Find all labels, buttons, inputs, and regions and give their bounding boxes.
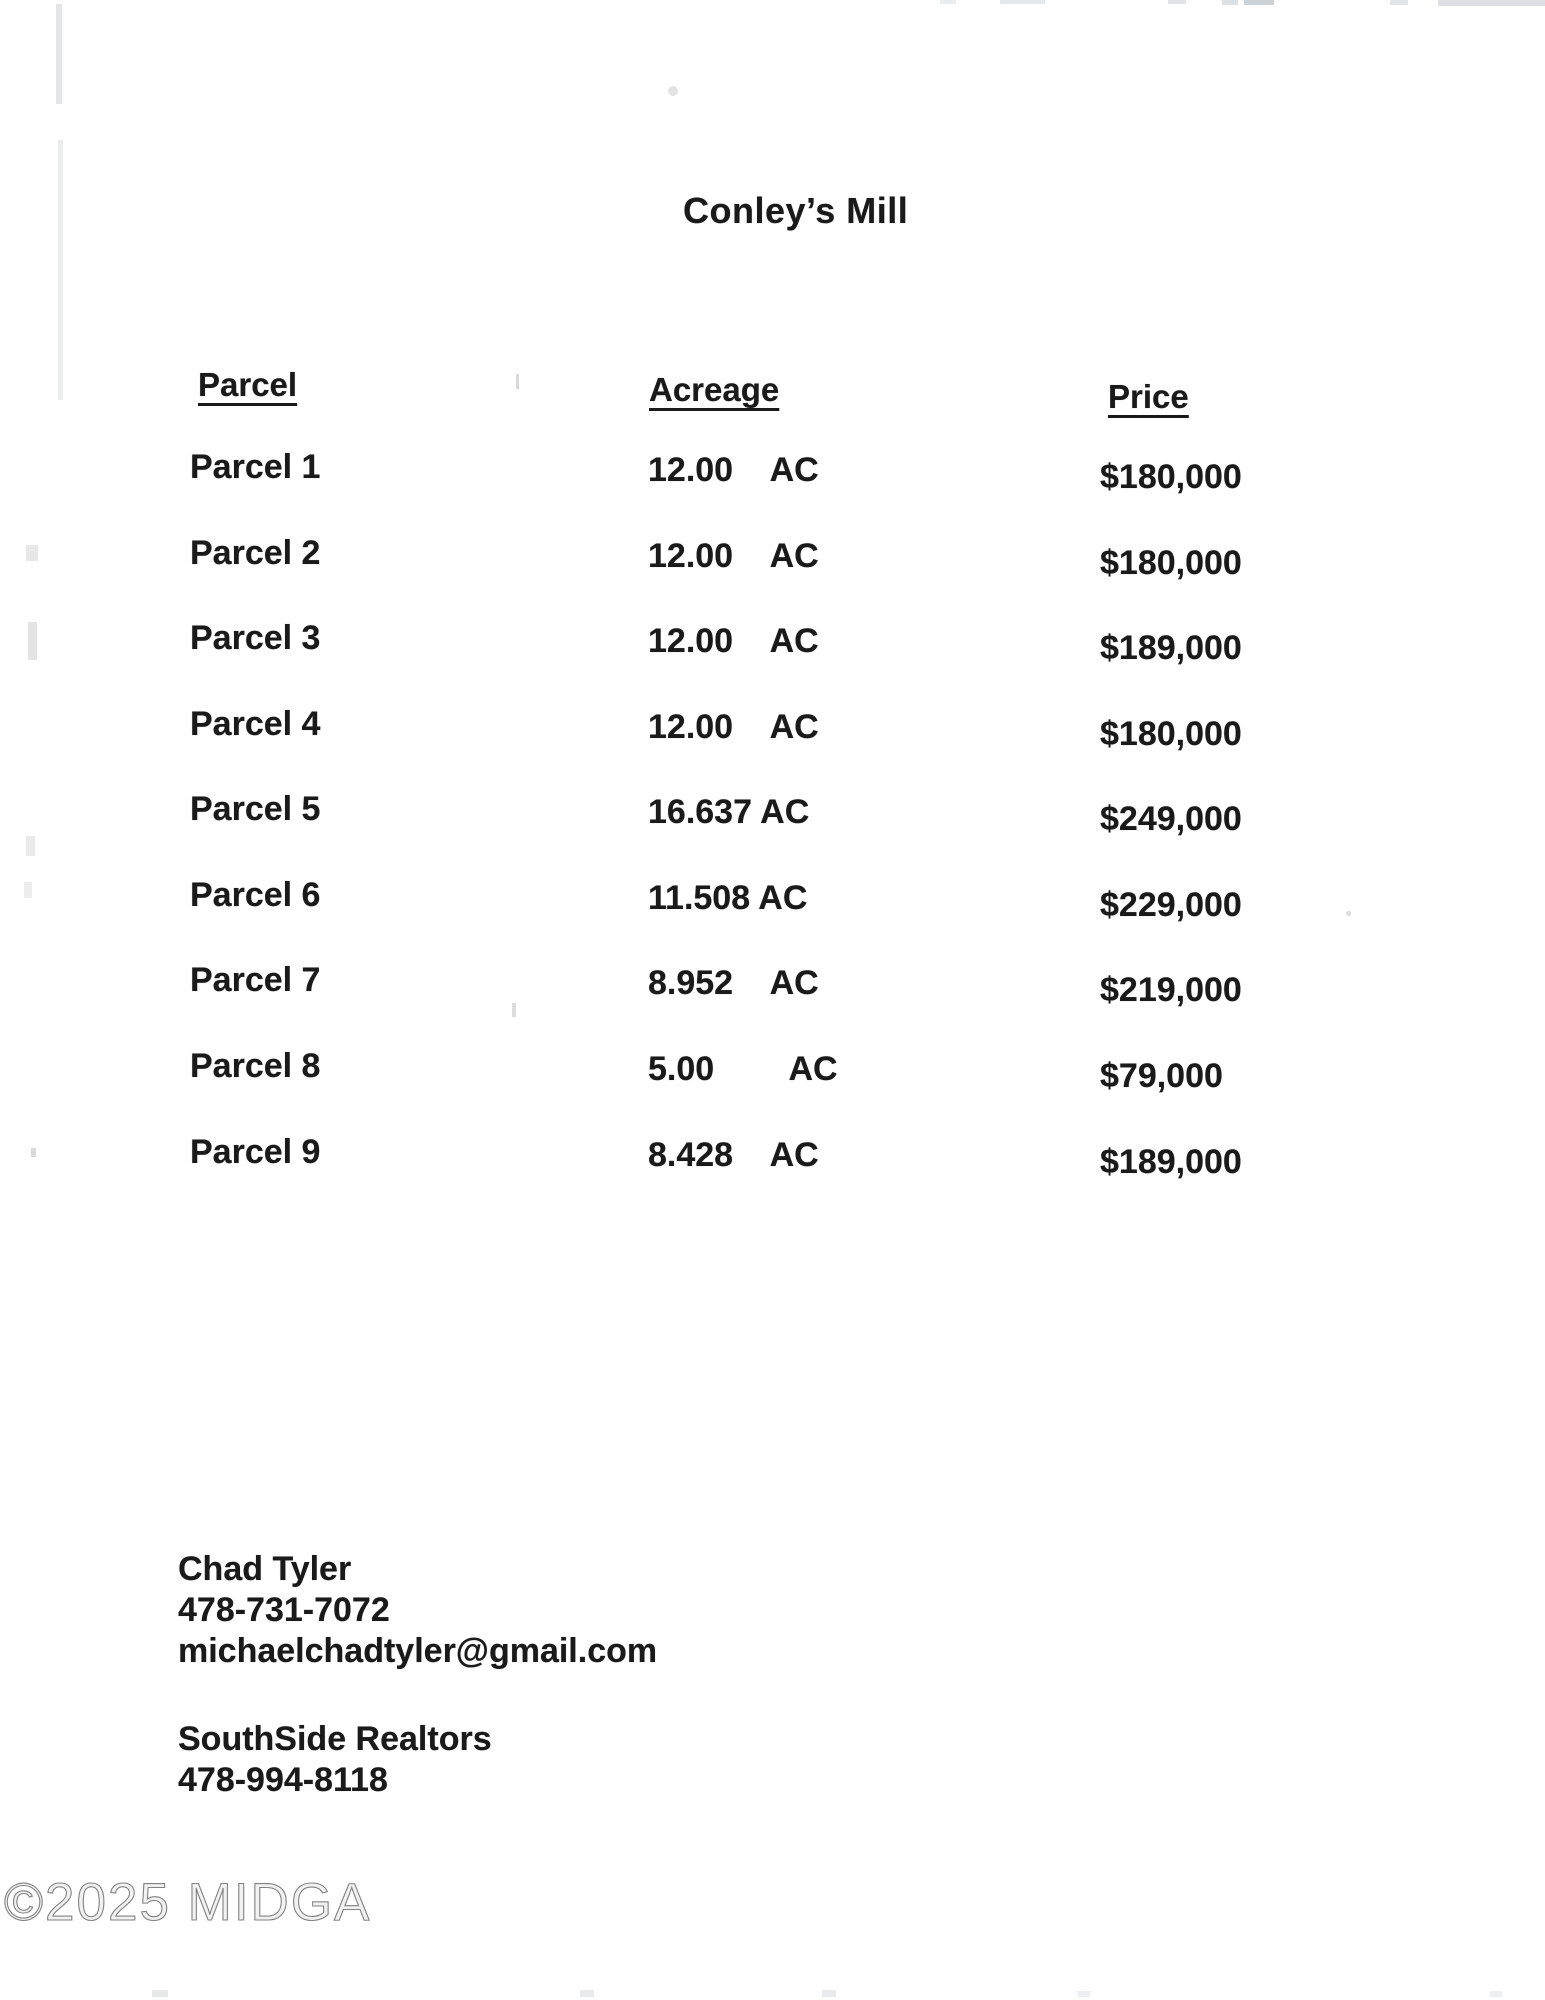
acreage-cell: 8.428 AC [648,1136,819,1174]
price-cell: $229,000 [1100,886,1242,924]
parcel-cell: Parcel 3 [190,619,321,657]
parcel-cell: Parcel 5 [190,790,321,828]
acreage-cell: 5.00 AC [648,1050,838,1088]
scan-artifact [580,1990,594,1997]
scan-artifact [940,0,956,4]
office-phone: 478-994-8118 [178,1761,388,1799]
price-cell: $79,000 [1100,1057,1223,1095]
scan-artifact [516,374,519,389]
scan-artifact [1490,1991,1502,1997]
acreage-cell: 12.00 AC [648,622,819,660]
acreage-cell: 12.00 AC [648,708,819,746]
price-cell: $180,000 [1100,458,1242,496]
parcel-cell: Parcel 7 [190,961,321,999]
scan-artifact [822,1990,836,1997]
scan-artifact [1390,0,1408,5]
column-header-price: Price [1108,378,1189,415]
agent-email: michaelchadtyler@gmail.com [178,1632,658,1670]
price-cell: $189,000 [1100,629,1242,667]
scan-artifact [512,1003,516,1017]
office-contact-block [178,1719,492,1801]
table-row [0,1133,1545,1181]
table-row [0,448,1545,496]
price-cell: $189,000 [1100,1143,1242,1181]
scan-artifact [1078,1991,1090,1997]
price-cell: $180,000 [1100,544,1242,582]
table-row [0,876,1545,924]
copyright-watermark: ©2025 MIDGA [4,1873,372,1932]
price-cell: $180,000 [1100,715,1242,753]
table-row [0,619,1545,667]
price-cell: $249,000 [1100,800,1242,838]
acreage-cell: 12.00 AC [648,451,819,489]
scan-artifact [1000,0,1045,4]
parcel-cell: Parcel 2 [190,534,321,572]
scan-artifact [56,4,62,104]
acreage-cell: 8.952 AC [648,964,819,1002]
scan-artifact [26,836,35,856]
acreage-cell: 11.508 AC [648,879,808,917]
parcel-cell: Parcel 1 [190,448,321,486]
scan-artifact [668,86,678,96]
parcel-cell: Parcel 9 [190,1133,321,1171]
agent-name: Chad Tyler [178,1550,352,1588]
acreage-cell: 16.637 AC [648,793,810,831]
price-cell: $219,000 [1100,971,1242,1009]
page-title: Conley’s Mill [683,190,909,231]
scan-artifact [1222,0,1238,5]
scan-artifact [1168,0,1186,4]
office-name: SouthSide Realtors [178,1720,492,1758]
scan-artifact [1244,0,1274,5]
scan-artifact [58,140,63,400]
scan-artifact [1438,0,1545,6]
acreage-cell: 12.00 AC [648,537,819,575]
parcel-cell: Parcel 6 [190,876,321,914]
agent-contact-block [178,1549,657,1672]
column-header-acreage: Acreage [649,371,780,408]
table-row [0,790,1545,838]
table-row [0,534,1545,582]
table-row [0,1047,1545,1095]
column-header-parcel: Parcel [198,366,298,403]
parcel-cell: Parcel 4 [190,705,321,743]
agent-phone: 478-731-7072 [178,1591,390,1629]
parcel-cell: Parcel 8 [190,1047,321,1085]
table-row [0,961,1545,1009]
table-row [0,705,1545,753]
scan-artifact [152,1990,168,1997]
